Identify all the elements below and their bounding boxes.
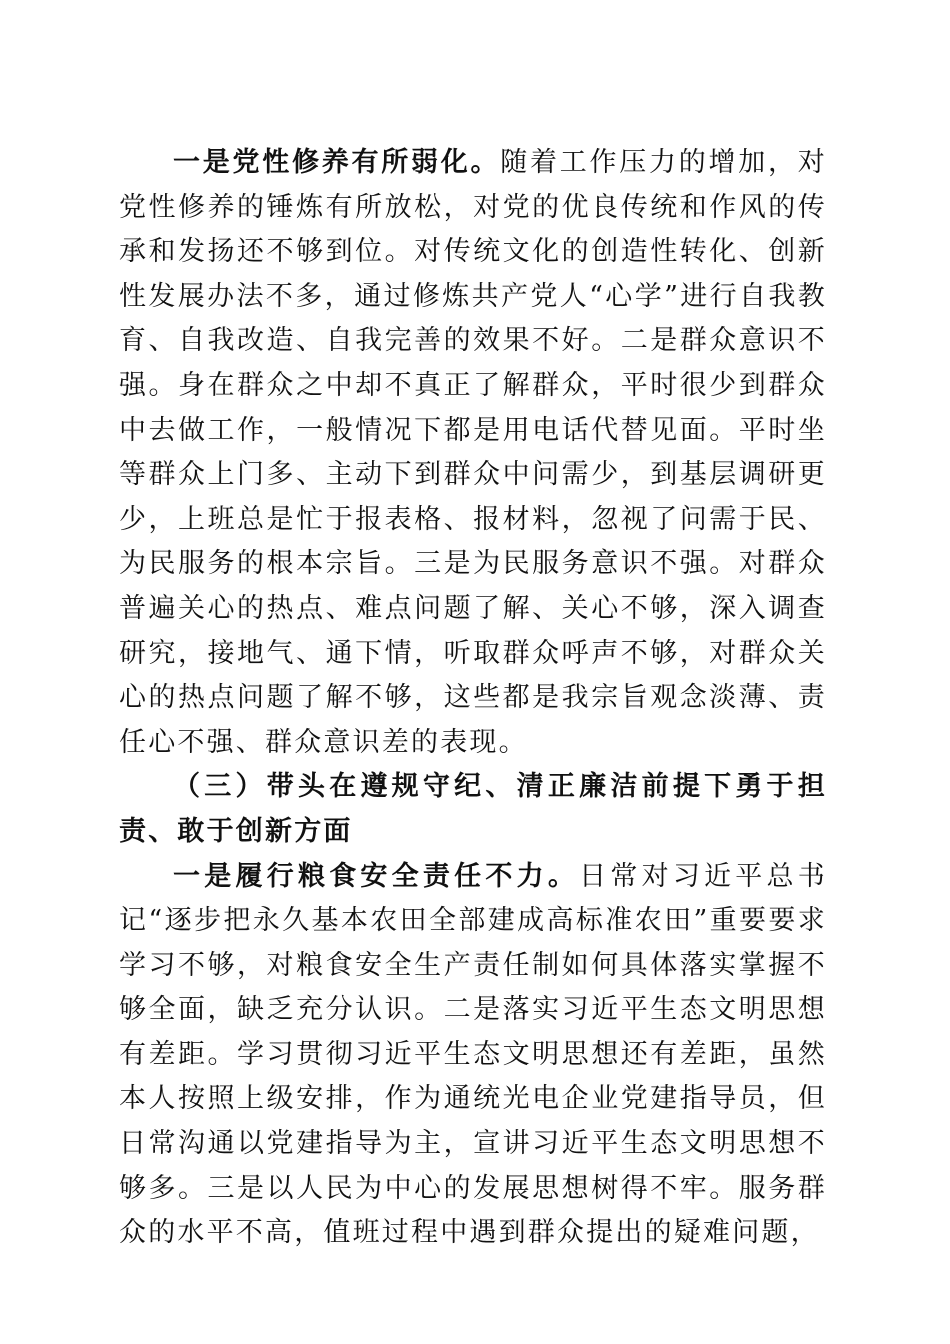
paragraph-text: 随着工作压力的增加，对党性修养的锤炼有所放松，对党的优良传统和作风的传承和发扬还不够到位。对传统文化的创造性转化、创新性发展办法不多，通过修炼共产党人“心学”进行自我教育、自我改造、自我完善的效果不好。二是群众意识不强。身在群众之中却不真正了解群众，平时很少到群众中去做工作，一般情况下都是用电话代替见面。平时坐等群众上门多、主动下到群众中问需少，到基层调研更少，上班总是忙于报表格、报材料，忽视了问需于民、为民服务的根本宗旨。三是为民服务意识不强。对群众普遍关心的热点、难点问题了解、关心不够，深入调查研究，接地气、通下情，听取群众呼声不够，对群众关心的热点问题了解不够，这些都是我宗旨观念淡薄、责任心不强、群众意识差的表现。 [119, 147, 828, 758]
document-body [119, 141, 827, 1256]
paragraph-text: 日常对习近平总书记“逐步把永久基本农田全部建成高标准农田”重要要求学习不够，对粮食安全生产责任制如何具体落实掌握不够全面，缺乏充分认识。二是落实习近平生态文明思想有差距。学习贯彻习近平生态文明思想还有差距，虽然本人按照上级安排，作为通统光电企业党建指导员，但日常沟通以党建指导为主，宣讲习近平生态文明思想不够多。三是以人民为中心的发展思想树得不牢。服务群众的水平不高，值班过程中遇到群众提出的疑难问题， [119, 860, 827, 1249]
section-heading: （三）带头在遵规守纪、清正廉洁前提下勇于担责、敢于创新方面 [119, 771, 827, 847]
paragraph-lead: 一是履行粮食安全责任不力。 [173, 860, 580, 892]
paragraph-food-security [119, 855, 827, 1256]
paragraph-lead: 一是党性修养有所弱化。 [173, 147, 501, 178]
paragraph-party-spirit [119, 141, 827, 765]
